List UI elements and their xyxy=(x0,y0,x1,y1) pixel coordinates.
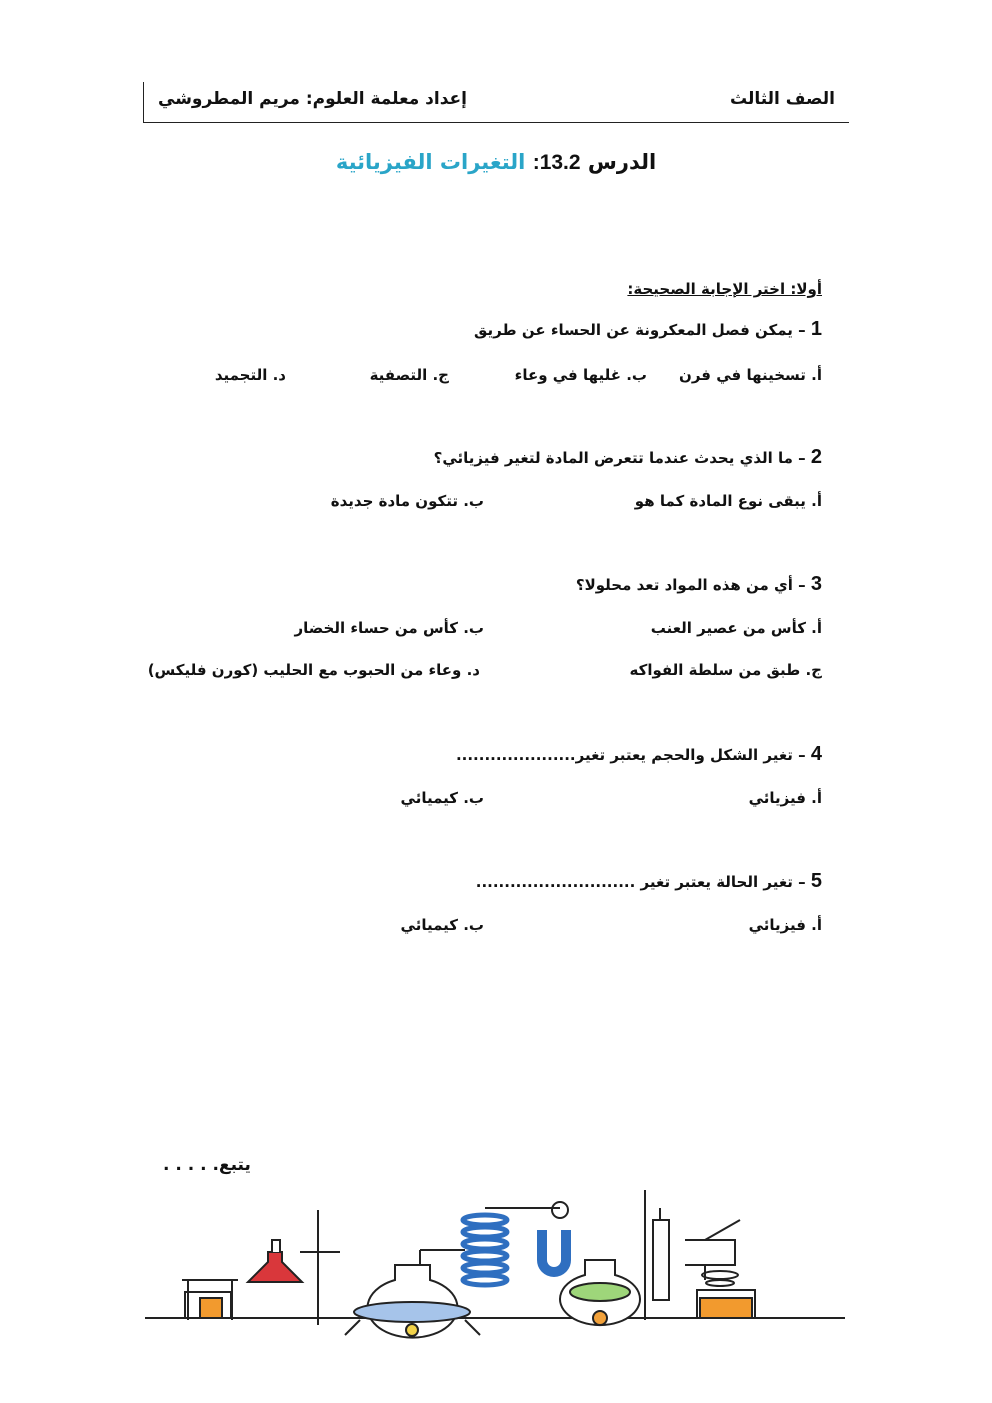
question-number: 4 xyxy=(810,743,822,765)
question-number: 2 xyxy=(810,446,822,468)
option-1a[interactable]: أ. تسخينها في فرن xyxy=(679,366,822,384)
question-text: – يمكن فصل المعكرونة عن الحساء عن طريق xyxy=(474,321,806,339)
question-text: – ما الذي يحدث عندما تتعرض المادة لتغير فيزيائي؟ xyxy=(433,449,806,467)
question-text: – تغير الشكل والحجم يعتبر تغير..................... xyxy=(455,746,806,764)
question-4 xyxy=(456,743,822,766)
option-3c[interactable]: ج. طبق من سلطة الفواكه xyxy=(629,661,822,679)
lesson-title xyxy=(0,150,992,175)
lesson-number: 13.2: xyxy=(532,151,581,174)
option-1d[interactable]: د. التجميد xyxy=(214,366,286,384)
question-5 xyxy=(476,870,822,893)
option-1c[interactable]: ج. التصفية xyxy=(369,366,449,384)
question-number: 5 xyxy=(810,870,822,892)
option-5a[interactable]: أ. فيزيائي xyxy=(748,916,822,934)
lab-equipment-illustration-icon xyxy=(140,1180,850,1340)
option-3b[interactable]: ب. كأس من حساء الخضار xyxy=(294,619,484,637)
question-1 xyxy=(474,318,822,341)
option-1b[interactable]: ب. غليها في وعاء xyxy=(514,366,647,384)
option-4b[interactable]: ب. كيميائي xyxy=(400,789,484,807)
author-label: إعداد معلمة العلوم: مريم المطروشي xyxy=(158,89,467,109)
option-3a[interactable]: أ. كأس من عصير العنب xyxy=(650,619,822,637)
continued-label: يتبع. . . . . xyxy=(163,1155,251,1175)
option-2a[interactable]: أ. يبقى نوع المادة كما هو xyxy=(634,492,822,510)
question-number: 3 xyxy=(810,573,822,595)
lesson-prefix: الدرس xyxy=(587,150,657,174)
lesson-topic: التغيرات الفيزيائية xyxy=(335,150,526,174)
question-3 xyxy=(576,573,822,596)
question-number: 1 xyxy=(810,318,822,340)
grade-label: الصف الثالث xyxy=(729,89,835,109)
option-5b[interactable]: ب. كيميائي xyxy=(400,916,484,934)
question-2 xyxy=(434,446,822,469)
question-text: – تغير الحالة يعتبر تغير ............................ xyxy=(475,873,806,891)
option-3d[interactable]: د. وعاء من الحبوب مع الحليب (كورن فليكس) xyxy=(147,661,480,679)
option-2b[interactable]: ب. تتكون مادة جديدة xyxy=(330,492,484,510)
page-header xyxy=(143,82,849,123)
section-title: أولا: اختر الإجابة الصحيحة: xyxy=(627,280,822,298)
question-text: – أي من هذه المواد تعد محلولا؟ xyxy=(575,576,806,594)
option-4a[interactable]: أ. فيزيائي xyxy=(748,789,822,807)
